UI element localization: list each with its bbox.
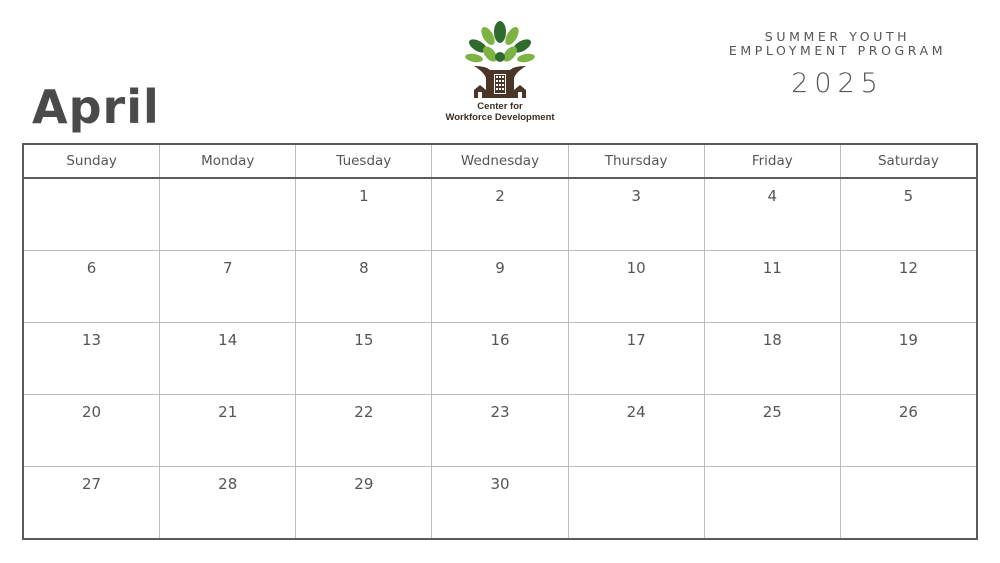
day-cell: 13 bbox=[24, 323, 160, 394]
day-cell: 26 bbox=[898, 403, 918, 421]
weekday-header-row bbox=[24, 145, 976, 179]
day-cell bbox=[841, 467, 976, 538]
day-cell: 9 bbox=[432, 251, 568, 322]
tree-logo-icon bbox=[460, 20, 540, 100]
weekday-thursday: Thursday bbox=[569, 145, 705, 177]
day-cell: 30 bbox=[432, 467, 568, 538]
day-cell: 10 bbox=[569, 251, 705, 322]
day-cell: 12 bbox=[898, 259, 918, 277]
day-cell: 11 bbox=[705, 251, 841, 322]
day-cell: 3 bbox=[569, 179, 705, 250]
day-cell: 16 bbox=[432, 323, 568, 394]
calendar-grid bbox=[22, 143, 978, 540]
day-cell bbox=[705, 467, 841, 538]
day-cell: 14 bbox=[160, 323, 296, 394]
day-cell: 25 bbox=[705, 395, 841, 466]
weekday-monday: Monday bbox=[160, 145, 296, 177]
day-cell: 22 bbox=[296, 395, 432, 466]
day-cell: 19 bbox=[898, 331, 918, 349]
day-cell bbox=[160, 179, 296, 250]
day-cell: 6 bbox=[24, 251, 160, 322]
day-cell: 28 bbox=[160, 467, 296, 538]
week-row-4 bbox=[24, 395, 976, 467]
program-year: 2025 bbox=[791, 68, 884, 99]
weekday-tuesday: Tuesday bbox=[296, 145, 432, 177]
day-cell: 4 bbox=[705, 179, 841, 250]
center-logo bbox=[438, 20, 562, 124]
weekday-sunday: Sunday bbox=[24, 145, 160, 177]
day-cell: 23 bbox=[432, 395, 568, 466]
weekday-friday: Friday bbox=[705, 145, 841, 177]
day-cell: 17 bbox=[569, 323, 705, 394]
week-row-1 bbox=[24, 179, 976, 251]
program-title-line2: EMPLOYMENT PROGRAM bbox=[728, 43, 947, 58]
weekday-saturday: Saturday bbox=[877, 153, 939, 169]
weekday-wednesday: Wednesday bbox=[432, 145, 568, 177]
week-row-5 bbox=[24, 467, 976, 538]
logo-text-line2: Workforce Development bbox=[445, 112, 555, 123]
day-cell: 20 bbox=[24, 395, 160, 466]
day-cell: 24 bbox=[569, 395, 705, 466]
day-cell: 1 bbox=[296, 179, 432, 250]
program-title-line1: SUMMER YOUTH bbox=[764, 29, 911, 44]
week-row-3 bbox=[24, 323, 976, 395]
day-cell: 21 bbox=[160, 395, 296, 466]
month-title: April bbox=[32, 80, 160, 134]
day-cell bbox=[569, 467, 705, 538]
day-cell: 8 bbox=[296, 251, 432, 322]
day-cell: 29 bbox=[296, 467, 432, 538]
logo-text-line1: Center for bbox=[477, 101, 523, 112]
day-cell: 18 bbox=[705, 323, 841, 394]
day-cell: 7 bbox=[160, 251, 296, 322]
day-cell: 5 bbox=[903, 187, 914, 205]
week-row-2 bbox=[24, 251, 976, 323]
day-cell bbox=[24, 179, 160, 250]
day-cell: 27 bbox=[24, 467, 160, 538]
day-cell: 15 bbox=[296, 323, 432, 394]
program-header bbox=[700, 30, 975, 99]
day-cell: 2 bbox=[432, 179, 568, 250]
